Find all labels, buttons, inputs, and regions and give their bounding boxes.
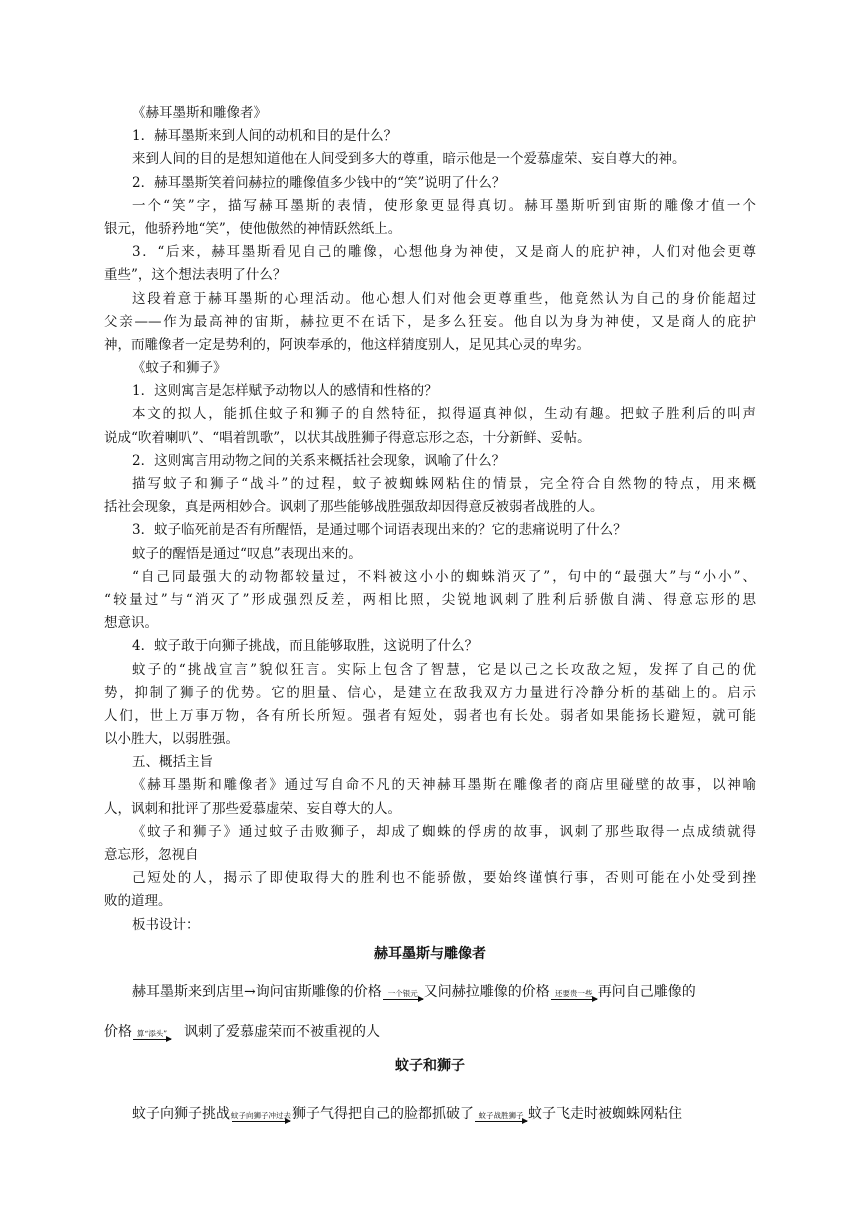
text-line: 1．赫耳墨斯来到人间的动机和目的是什么？: [132, 128, 398, 145]
text-line: 以小胜大，以弱胜强。: [104, 731, 239, 748]
text-line: 2．赫耳墨斯笑着问赫拉的雕像值多少钱中的“笑”说明了什么？: [132, 174, 506, 191]
arrow-icon: [383, 999, 423, 1000]
text-line: “较量过”与“消灭了”形成强烈反差，两相比照，尖锐地讽刺了胜利后骄傲自满、得意忘形的思: [104, 591, 756, 608]
blackboard-design: [104, 940, 756, 1126]
text-line: 五、概括主旨: [132, 754, 213, 771]
text-line: 括社会现象，真是两相妙合。讽刺了那些能够战胜强敌却因得意反被弱者战胜的人。: [104, 499, 604, 516]
text-line: 己短处的人，揭示了即使取得大的胜利也不能骄傲，要始终谨慎行事，否则可能在小处受到挫: [132, 870, 756, 887]
text-line: 板书设计：: [132, 916, 200, 933]
text-line: 人们，世上万事万物，各有所长所短。强者有短处，弱者也有长处。弱者如果能扬长避短，就可能: [104, 707, 756, 724]
text-line: “自己同最强大的动物都较量过，不料被这小小的蜘蛛消灭了”，句中的“最强大”与“小小”、: [132, 568, 756, 585]
flow-step: 讽刺了爱慕虚荣而不被重视的人: [184, 1023, 380, 1040]
board-flow-hermes-line2: [104, 1004, 756, 1044]
arrow-icon: [475, 1121, 527, 1122]
text-line: 《蚊子和狮子》: [132, 360, 227, 377]
flow-step: 蚊子飞走时被蜘蛛网粘住: [528, 1105, 682, 1122]
flow-arrow: [551, 989, 597, 1004]
text-line: 蚊子的醒悟是通过“叹息”表现出来的。: [132, 545, 362, 562]
arrow-label: 蚊子向狮子冲过去: [231, 1111, 291, 1120]
text-line: 银元，他骄矜地“笑”，使他傲然的神情跃然纸上。: [104, 220, 402, 237]
text-line: 描写蚊子和狮子“战斗”的过程，蚊子被蜘蛛网粘住的情景，完全符合自然物的特点，用来概: [132, 476, 756, 492]
flow-step: 蚊子向狮子挑战: [132, 1105, 230, 1122]
text-line: 意忘形，忽视自: [104, 847, 199, 863]
flow-arrow: [133, 1029, 171, 1044]
text-line: 3．“后来，赫耳墨斯看见自己的雕像，心想他身为神使，又是商人的庇护神，人们对他会更尊: [132, 244, 756, 261]
board-title-mosquito: 蚊子和狮子: [395, 1058, 465, 1074]
flow-step: 狮子气得把自己的脸都抓破了: [292, 1105, 474, 1122]
text-line: 4．蚊子敢于向狮子挑战，而且能够取胜，这说明了什么？: [132, 638, 479, 655]
text-line: 来到人间的目的是想知道他在人间受到多大的尊重，暗示他是一个爱慕虚荣、妄自尊大的神。: [132, 151, 686, 168]
flow-step: 又问赫拉雕像的价格: [423, 983, 550, 1000]
flow-arrow: [383, 989, 423, 1004]
text-line: 说成“吹着喇叭”、“唱着凯歌”，以状其战胜狮子得意忘形之态，十分新鲜、妥帖。: [104, 429, 591, 446]
arrow-label: 蚊子战胜狮子: [478, 1111, 524, 1120]
text-line: 败的道理。: [104, 893, 172, 910]
flow-step: 再问自己雕像的: [597, 983, 696, 1000]
board-flow-mosquito: [104, 1088, 756, 1126]
arrow-label: 一个银元: [387, 989, 418, 998]
arrow-label: 还要贵一些: [554, 989, 593, 998]
arrow-icon: [551, 999, 597, 1000]
text-line: 《蚊子和狮子》通过蚊子击败狮子，却成了蜘蛛的俘虏的故事，讽刺了那些取得一点成绩就得: [132, 823, 756, 840]
arrow-icon: [232, 1121, 290, 1122]
text-line: 3．蚊子临死前是否有所醒悟，是通过哪个词语表现出来的？它的悲痛说明了什么？: [132, 522, 627, 539]
text-line: 《赫耳墨斯和雕像者》: [132, 105, 267, 121]
text-line: 1．这则寓言是怎样赋予动物以人的感情和性格的？: [132, 383, 438, 400]
text-line: 重些”，这个想法表明了什么？: [104, 267, 287, 284]
text-line: 2．这则寓言用动物之间的关系来概括社会现象，讽喻了什么？: [132, 452, 506, 469]
document-body: [104, 102, 756, 937]
text-line: 《赫耳墨斯和雕像者》通过写自命不凡的天神赫耳墨斯在雕像者的商店里碰壁的故事，以神喻: [132, 777, 756, 794]
text-line: 本文的拟人，能抓住蚊子和狮子的自然特征，拟得逼真神似，生动有趣。把蚊子胜利后的叫声: [132, 406, 756, 423]
arrow-label: 算“添头”: [136, 1029, 168, 1038]
text-line: 神，而雕像者一定是势利的，阿谀奉承的，他这样猜度别人，足见其心灵的卑劣。: [104, 336, 590, 353]
flow-arrow: [231, 1111, 291, 1126]
text-line: 父亲——作为最高神的宙斯，赫拉更不在话下，是多么狂妄。他自以为身为神使，又是商人的庇护: [104, 313, 756, 330]
text-line: 一个“笑”字，描写赫耳墨斯的表情，使形象更显得真切。赫耳墨斯听到宙斯的雕像才值一个: [132, 197, 756, 214]
text-line: 想意识。: [104, 615, 158, 632]
flow-step: 价格: [104, 1023, 132, 1040]
arrow-icon: [133, 1039, 171, 1040]
text-line: 势，抑制了狮子的优势。它的胆量、信心，是建立在敌我双方力量进行冷静分析的基础上的。启示: [104, 684, 756, 701]
text-line: 蚊子的“挑战宣言”貌似狂言。实际上包含了智慧，它是以己之长攻敌之短，发挥了自己的优: [132, 661, 756, 678]
flow-step: 赫耳墨斯来到店里→询问宙斯雕像的价格: [132, 983, 382, 1000]
flow-arrow: [475, 1111, 527, 1126]
board-flow-hermes-line1: [104, 968, 756, 1004]
board-title-hermes: 赫耳墨斯与雕像者: [374, 946, 486, 962]
text-line: 这段着意于赫耳墨斯的心理活动。他心想人们对他会更尊重些，他竟然认为自己的身价能超过: [132, 290, 756, 307]
text-line: 人，讽刺和批评了那些爱慕虚荣、妄自尊大的人。: [104, 800, 401, 817]
